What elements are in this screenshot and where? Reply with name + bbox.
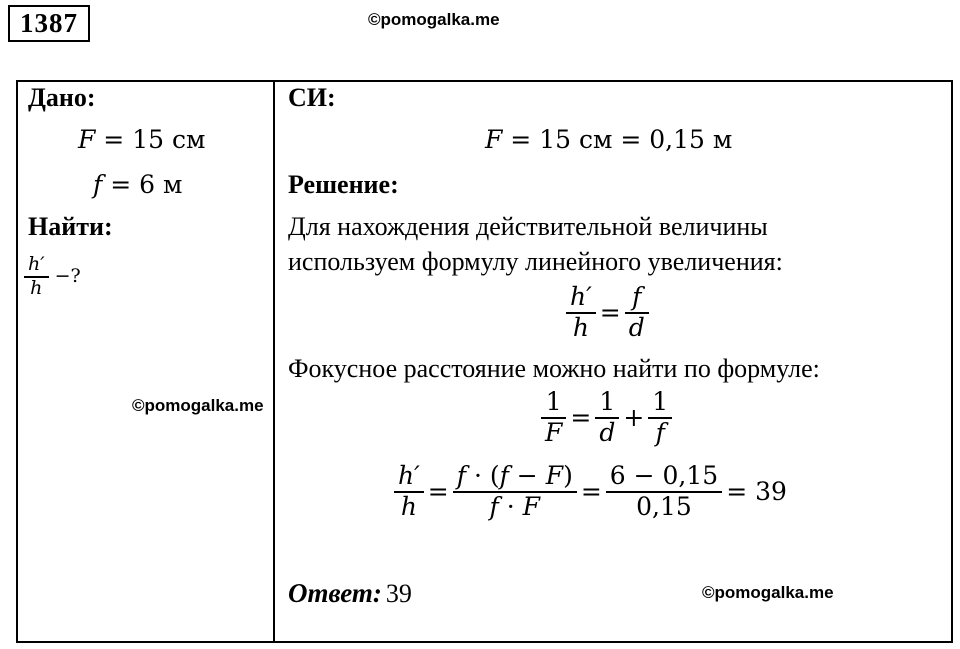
find-heading: Найти: (28, 212, 113, 241)
column-divider (273, 80, 275, 643)
problem-number: 1387 (8, 5, 90, 42)
watermark-middle: ©pomogalka.me (132, 396, 264, 415)
given-heading: Дано: (28, 83, 96, 112)
solution-text-3: Фокусное расстояние можно найти по формуле: (288, 354, 820, 383)
solution-text-1: Для нахождения действительной величины (288, 212, 768, 241)
answer-value: 39 (385, 579, 412, 608)
answer (288, 578, 412, 609)
formula-result: $\frac{h'}{h}$ = $\frac{f \cdot (f - F)}{f \cdot F}$ = $\frac{6 - 0,15}{0,15}$ = 39 (394, 462, 791, 522)
watermark-top: ©pomogalka.me (368, 10, 500, 29)
watermark-bottom: ©pomogalka.me (702, 583, 834, 602)
solution-text-2: используем формулу линейного увеличения: (288, 247, 783, 276)
si-conversion: F = 15 см = 0,15 м (485, 125, 733, 154)
si-heading: СИ: (288, 83, 336, 112)
formula-lens: $\frac{1}{F}$ = $\frac{1}{d}$ + $\frac{1}{f}$ (541, 388, 672, 448)
formula-magnification: $\frac{h'}{h}$ = $\frac{f}{d}$ (566, 283, 649, 343)
given-image-distance: f = 6 м (93, 170, 183, 199)
find-target: $\frac{h'}{h}$ −? (24, 254, 81, 300)
solution-heading: Решение: (288, 170, 399, 199)
answer-label: Ответ: (288, 578, 382, 608)
given-focal-length: F = 15 см (78, 125, 206, 154)
